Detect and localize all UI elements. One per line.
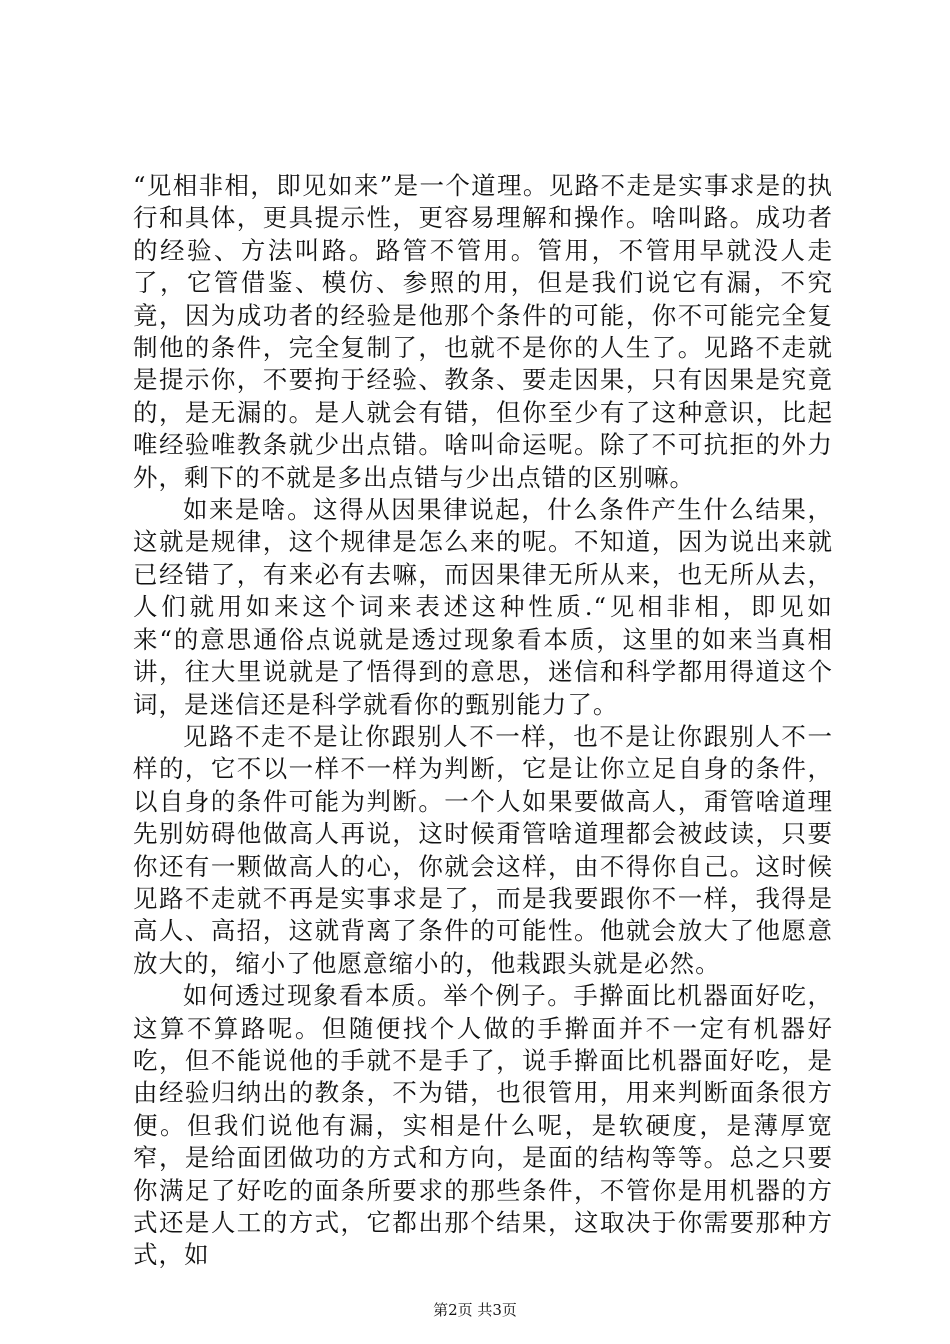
page-number-footer: 第2页 共3页 [433, 1301, 517, 1319]
paragraph: 如来是啥。这得从因果律说起，什么条件产生什么结果，这就是规律，这个规律是怎么来的呢。不知道，因为说出来就已经错了，有来必有去嘛，而因果律无所从来，也无所从去，人们就用如来这个词来表述这种性质.“见相非相，即见如来“的意思通俗点说就是透过现象看本质，这里的如来当真相讲，往大里说就是了悟得到的意思，迷信和科学都用得道这个词，是迷信还是科学就看你的甄别能力了。 [133, 495, 833, 719]
document-body [133, 170, 833, 1272]
paragraph: 见路不走不是让你跟别人不一样，也不是让你跟别人不一样的，它不以一样不一样为判断，它是让你立足自身的条件，以自身的条件可能为判断。一个人如果要做高人，甭管啥道理先别妨碍他做高人再说，这时候甭管啥道理都会被歧读，只要你还有一颗做高人的心，你就会这样，由不得你自己。这时候见路不走就不再是实事求是了，而是我要跟你不一样，我得是高人、高招，这就背离了条件的可能性。他就会放大了他愿意放大的，缩小了他愿意缩小的，他栽跟头就是必然。 [133, 721, 833, 978]
paragraph: 如何透过现象看本质。举个例子。手擀面比机器面好吃，这算不算路呢。但随便找个人做的手擀面并不一定有机器好吃，但不能说他的手就不是手了，说手擀面比机器面好吃，是由经验归纳出的教条，不为错，也很管用，用来判断面条很方便。但我们说他有漏，实相是什么呢，是软硬度，是薄厚宽窄，是给面团做功的方式和方向，是面的结构等等。总之只要你满足了好吃的面条所要求的那些条件，不管你是用机器的方式还是人工的方式，它都出那个结果，这取决于你需要那种方式，如 [133, 981, 833, 1270]
paragraph: “见相非相，即见如来”是一个道理。见路不走是实事求是的执行和具体，更具提示性，更容易理解和操作。啥叫路。成功者的经验、方法叫路。路管不管用。管用，不管用早就没人走了，它管借鉴、模仿、参照的用，但是我们说它有漏，不究竟，因为成功者的经验是他那个条件的可能，你不可能完全复制他的条件，完全复制了，也就不是你的人生了。见路不走就是提示你，不要拘于经验、教条、要走因果，只有因果是究竟的，是无漏的。是人就会有错，但你至少有了这种意识，比起唯经验唯教条就少出点错。啥叫命运呢。除了不可抗拒的外力外，剩下的不就是多出点错与少出点错的区别嘛。 [133, 171, 833, 492]
